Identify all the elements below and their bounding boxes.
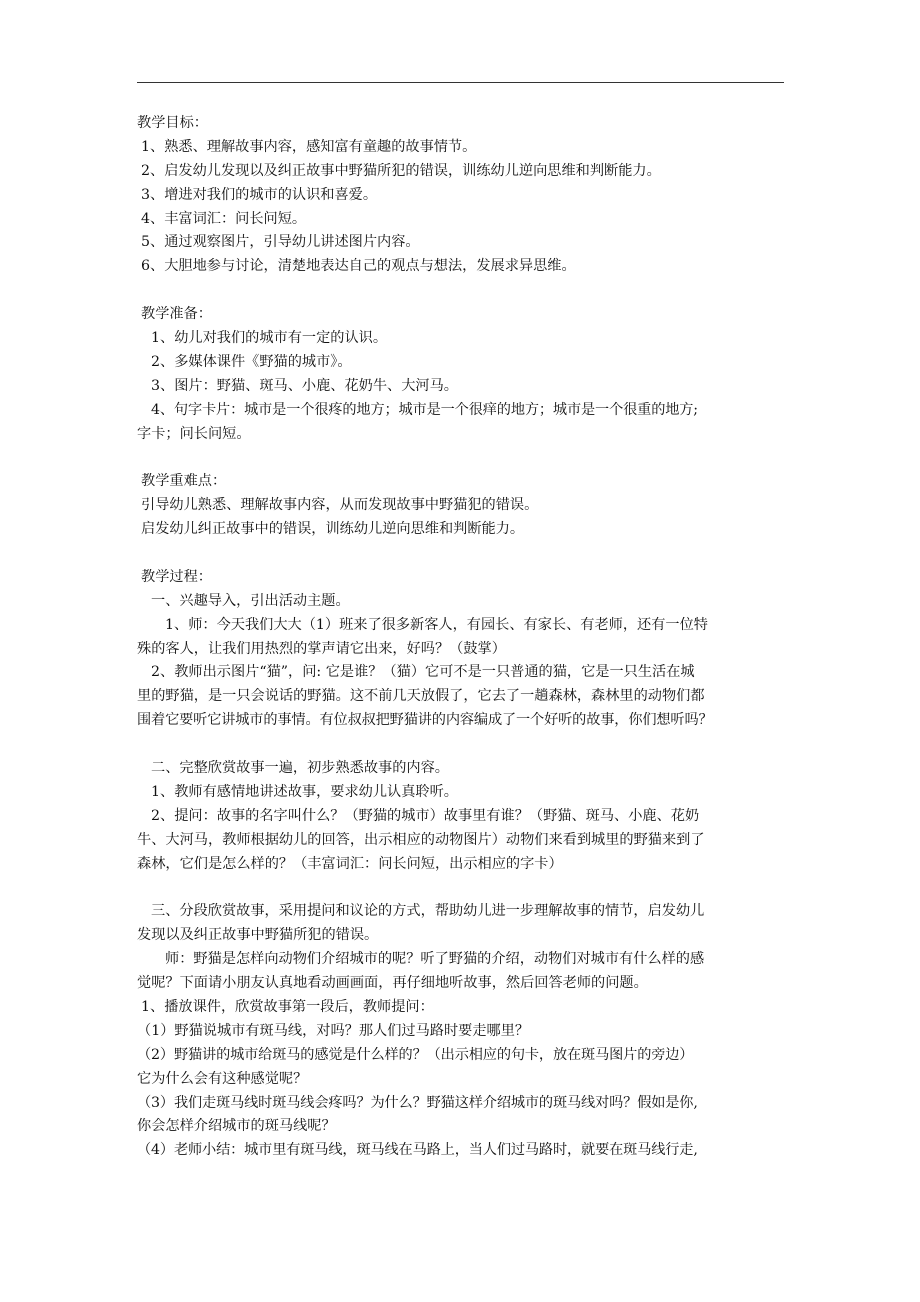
part3-title: 三、分段欣赏故事，采用提问和议论的方式，帮助幼儿进一步理解故事的情节，启发幼儿 xyxy=(151,903,705,920)
paragraph-line: 1、播放课件，欣赏故事第一段后，教师提问： xyxy=(141,998,434,1015)
question-line: 它为什么会有这种感觉呢？ xyxy=(137,1070,308,1087)
key-points-heading: 教学重难点： xyxy=(141,473,227,490)
objective-item: 4、丰富词汇：问长问短。 xyxy=(141,210,307,227)
preparation-continuation: 字卡；问长问短。 xyxy=(137,425,251,442)
paragraph-line: 牛、大河马，教师根据幼儿的回答，出示相应的动物图片）动物们来看到城里的野猫来到了 xyxy=(137,831,705,848)
paragraph-line: 2、提问：故事的名字叫什么？（野猫的城市）故事里有谁？（野猫、斑马、小鹿、花奶 xyxy=(151,807,700,824)
paragraph-line: 师：野猫是怎样向动物们介绍城市的呢？听了野猫的介绍，动物们对城市有什么样的感 xyxy=(165,951,705,968)
preparation-item: 2、多媒体课件《野猫的城市》。 xyxy=(151,353,352,370)
key-points-section xyxy=(137,470,792,542)
preparation-item: 4、句字卡片：城市是一个很疼的地方；城市是一个很痒的地方；城市是一个很重的地方; xyxy=(151,401,698,418)
preparation-heading: 教学准备： xyxy=(141,306,212,323)
paragraph-line: 2、教师出示图片“猫”，问: 它是谁？（猫）它可不是一只普通的猫，它是一只生活在城 xyxy=(151,664,695,681)
key-point-item: 引导幼儿熟悉、理解故事内容，从而发现故事中野猫犯的错误。 xyxy=(141,497,539,514)
question-line: （3）我们走斑马线时斑马线会疼吗？为什么？野猫这样介绍城市的斑马线对吗？假如是你, xyxy=(137,1094,698,1111)
preparation-item: 3、图片：野猫、斑马、小鹿、花奶牛、大河马。 xyxy=(151,377,458,394)
objective-item: 6、大胆地参与讨论，清楚地表达自己的观点与想法，发展求异思维。 xyxy=(141,258,576,275)
preparation-item: 1、幼儿对我们的城市有一定的认识。 xyxy=(151,330,388,347)
question-line: 你会怎样介绍城市的斑马线呢？ xyxy=(137,1118,336,1135)
key-point-item: 启发幼儿纠正故事中的错误，训练幼儿逆向思维和判断能力。 xyxy=(141,521,525,538)
question-line: （1）野猫说城市有斑马线，对吗？那人们过马路时要走哪里？ xyxy=(137,1022,530,1039)
question-line: （2）野猫讲的城市给斑马的感觉是什么样的？（出示相应的句卡，放在斑马图片的旁边） xyxy=(137,1046,694,1063)
paragraph-line: 殊的客人，让我们用热烈的掌声请它出来，好吗？（鼓掌） xyxy=(137,640,506,657)
paragraph-line: 觉呢？下面请小朋友认真地看动画画面，再仔细地听故事，然后回答老师的问题。 xyxy=(137,975,648,992)
paragraph-line: 森林，它们是怎么样的？（丰富词汇：问长问短，出示相应的字卡） xyxy=(137,855,563,872)
process-heading: 教学过程： xyxy=(141,568,212,585)
objective-item: 2、启发幼儿发现以及纠正故事中野猫所犯的错误，训练幼儿逆向思维和判断能力。 xyxy=(141,162,661,179)
part2-title: 二、完整欣赏故事一遍，初步熟悉故事的内容。 xyxy=(151,760,449,777)
document-body xyxy=(137,112,792,1163)
paragraph-line: 1、师：今天我们大大（1）班来了很多新客人，有园长、有家长、有老师，还有一位特 xyxy=(165,616,708,633)
preparation-section xyxy=(137,303,792,446)
question-line: （4）老师小结：城市里有斑马线，斑马线在马路上，当人们过马路时，就要在斑马线行走, xyxy=(137,1142,698,1159)
paragraph-line: 里的野猫，是一只会说话的野猫。这不前几天放假了，它去了一趟森林，森林里的动物们都 xyxy=(137,688,705,705)
part1-title: 一、兴趣导入，引出活动主题。 xyxy=(151,592,350,609)
paragraph-line: 发现以及纠正故事中野猫所犯的错误。 xyxy=(137,927,379,944)
objective-item: 5、通过观察图片，引导幼儿讲述图片内容。 xyxy=(141,234,420,251)
objectives-section xyxy=(137,112,792,279)
objectives-heading: 教学目标： xyxy=(137,115,208,131)
header-rule xyxy=(137,82,784,83)
paragraph-line: 围着它要听它讲城市的事情。有位叔叔把野猫讲的内容编成了一个好听的故事，你们想听吗？ xyxy=(137,712,713,729)
objective-item: 1、熟悉、理解故事内容，感知富有童趣的故事情节。 xyxy=(141,138,477,155)
objective-item: 3、增进对我们的城市的认识和喜爱。 xyxy=(141,186,378,203)
paragraph-line: 1、教师有感情地讲述故事，要求幼儿认真聆听。 xyxy=(151,783,458,800)
process-section xyxy=(137,566,792,1163)
